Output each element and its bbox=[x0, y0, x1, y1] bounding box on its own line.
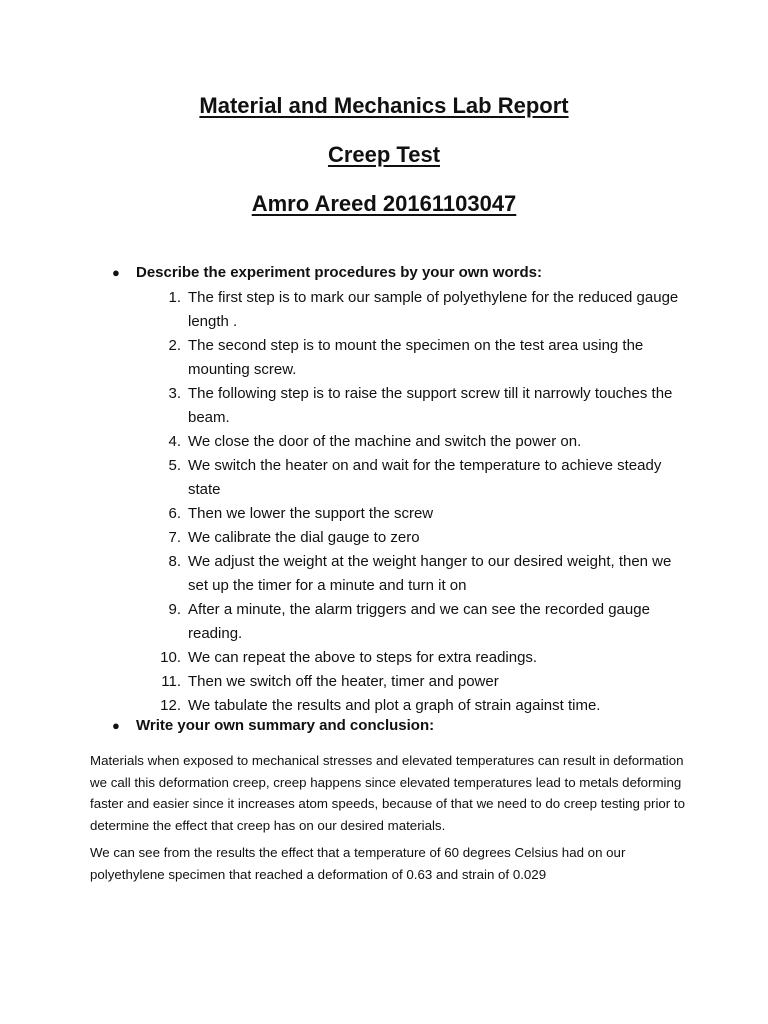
step-text: We close the door of the machine and switch the power on. bbox=[188, 433, 582, 450]
summary-heading-text: Write your own summary and conclusion: bbox=[136, 717, 435, 734]
procedure-step bbox=[112, 454, 712, 502]
procedure-step bbox=[112, 430, 712, 454]
step-text: We can repeat the above to steps for extra readings. bbox=[188, 649, 538, 666]
step-text: The second step is to mount the specimen on the test area using the mounting screw. bbox=[188, 337, 644, 378]
step-text: We adjust the weight at the weight hanger to our desired weight, then we set up the timer for a minute and turn it on bbox=[188, 553, 672, 594]
step-number: 4. bbox=[168, 433, 181, 450]
summary-paragraph-2: We can see from the results the effect that a temperature of 60 degrees Celsius had on our polyethylene specimen that reached a deformation of 0.63 and strain of 0.029 bbox=[90, 845, 626, 882]
step-number: 9. bbox=[168, 601, 181, 618]
step-text: After a minute, the alarm triggers and we can see the recorded gauge reading. bbox=[188, 601, 650, 642]
step-number: 2. bbox=[168, 337, 181, 354]
step-number: 7. bbox=[168, 529, 181, 546]
procedure-step bbox=[112, 526, 712, 550]
summary-section bbox=[112, 715, 712, 737]
procedure-step bbox=[112, 550, 712, 598]
procedure-step bbox=[112, 382, 712, 430]
procedure-step bbox=[112, 598, 712, 646]
procedure-steps-list bbox=[112, 286, 712, 718]
step-number: 8. bbox=[168, 553, 181, 570]
procedure-section bbox=[112, 262, 712, 718]
step-text: The first step is to mark our sample of polyethylene for the reduced gauge length . bbox=[188, 289, 679, 330]
procedure-step bbox=[112, 286, 712, 334]
procedure-heading-text: Describe the experiment procedures by your own words: bbox=[136, 264, 542, 281]
step-number: 12. bbox=[160, 697, 181, 714]
summary-paragraph-1: Materials when exposed to mechanical stresses and elevated temperatures can result in deformation we call this deformation creep, creep happens since elevated temperatures lead to metals deforming faster and easier since it increases atom speeds, because of that we need to do creep testing prior to determine the effect that creep has on our desired materials. bbox=[90, 753, 686, 833]
step-number: 1. bbox=[168, 289, 181, 306]
test-title: Creep Test bbox=[327, 142, 441, 167]
step-number: 6. bbox=[168, 505, 181, 522]
bullet-icon: ● bbox=[112, 265, 120, 280]
step-text: The following step is to raise the support screw till it narrowly touches the beam. bbox=[188, 385, 673, 426]
report-title: Material and Mechanics Lab Report bbox=[199, 93, 569, 118]
step-text: Then we lower the support the screw bbox=[188, 505, 434, 522]
step-number: 5. bbox=[168, 457, 181, 474]
summary-heading bbox=[112, 715, 712, 737]
title-block bbox=[0, 94, 768, 241]
procedure-step bbox=[112, 646, 712, 670]
step-number: 10. bbox=[160, 649, 181, 666]
step-number: 11. bbox=[161, 673, 181, 690]
step-text: Then we switch off the heater, timer and power bbox=[188, 673, 499, 690]
step-text: We switch the heater on and wait for the temperature to achieve steady state bbox=[188, 457, 662, 498]
step-number: 3. bbox=[168, 385, 181, 402]
procedure-step bbox=[112, 334, 712, 382]
step-text: We tabulate the results and plot a graph of strain against time. bbox=[188, 697, 601, 714]
procedure-heading bbox=[112, 262, 712, 284]
procedure-step bbox=[112, 670, 712, 694]
procedure-step bbox=[112, 502, 712, 526]
step-text: We calibrate the dial gauge to zero bbox=[188, 529, 420, 546]
author-line: Amro Areed 20161103047 bbox=[251, 191, 517, 216]
bullet-icon: ● bbox=[112, 718, 120, 733]
